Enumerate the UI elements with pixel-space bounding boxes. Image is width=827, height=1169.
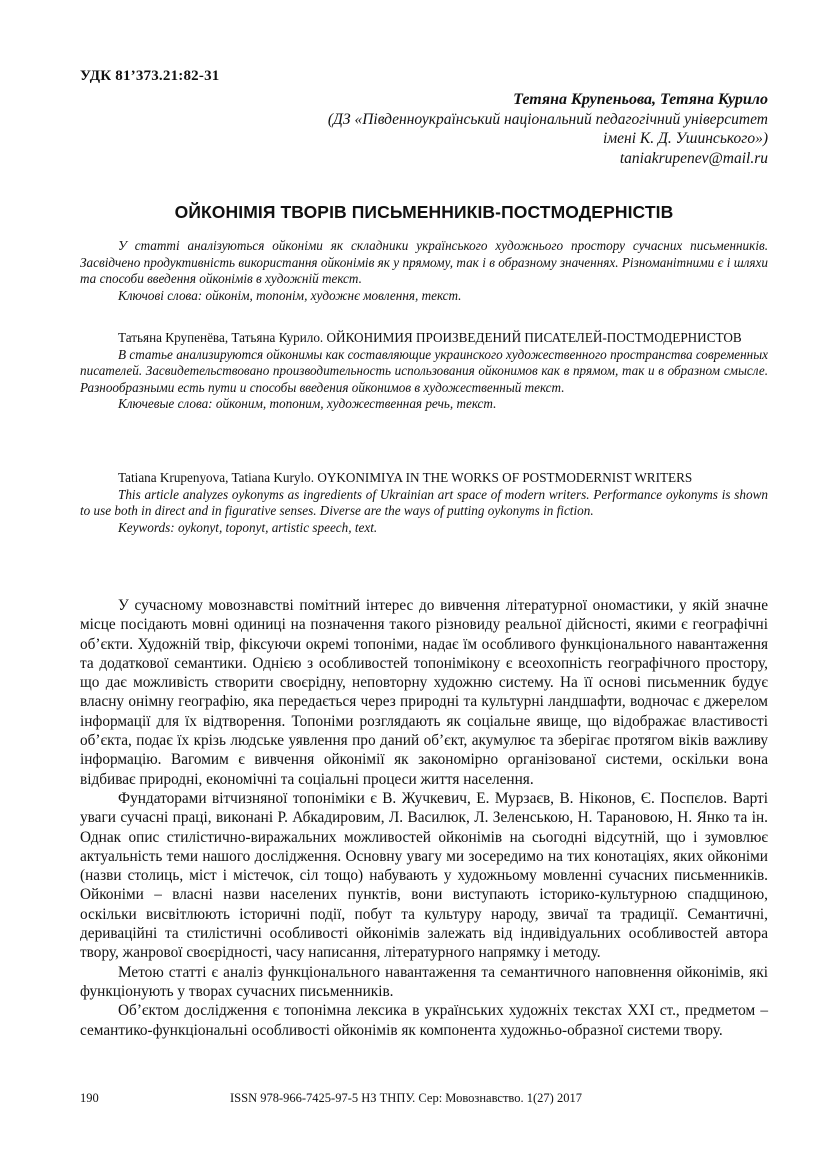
body-paragraph: Метою статті є аналіз функціонального навантаження та семантичного наповнення ойконімів, які функціонують у творах сучасних письменників. [80,963,768,1000]
abstract-en-heading: Tatiana Krupenyova, Tatiana Kurylo. OYKONIMIYA IN THE WORKS OF POSTMODERNIST WRITERS [118,470,693,485]
abstract-en-text: This article analyzes oykonyms as ingredients of Ukrainian art space of modern writers. Performance oykonyms is shown to use both in direct and in figurative senses. Diverse are the ways of putting oykonyms in fiction. [80,486,768,518]
body-paragraph: Об’єктом дослідження є топонімна лексика в українських художніх текстах XXI ст., предметом – семантико-функціональні особливості ойконімів як компонента художньо-образної системи твору. [80,1002,768,1039]
author-names: Тетяна Крупеньова, Тетяна Курило [513,91,768,108]
abstract-russian [80,330,768,413]
abstract-ru-text: В статье анализируются ойконимы как составляющие украинского художественного пространства современных писателей. Засвидетельствовано производительность использования ойконимов как в прямом, так и в образном смысле. Разнообразными есть пути и способы введения ойконимов в художественный текст. [80,346,768,395]
main-text [80,596,768,1040]
body-paragraph: У сучасному мовознавстві помітний інтерес до вивчення літературної ономастики, у якій значне місце посідають мовні одиниці на позначення такого різновиду реальної дійсності, якими є географічні об’єкти. Художній твір, фіксуючи окремі топоніми, надає їм особливого функціонального навантаження та додаткової семантики. Однією з особливостей топонімікону є всеохопність географічного простору, що дає можливість створити своєрідну, неповторну художню систему. На її основі письменник будує власну онімну географію, яка передається через природні та культурні ландшафти, водночас є джерелом інформації для їх відтворення. Топоніми розглядають як соціальне явище, що відображає властивості об’єкта, подає їх крізь людське уявлення про даний об’єкт, акумулює та зберігає протягом віків важливу інформацію. Вагомим є вивчення ойконімії як закономірно організованої системи, оскільки вона відбиває природні, економічні та соціальні процеси життя населення. [80,597,768,788]
page-number: 190 [80,1091,99,1105]
journal-issn: ISSN 978-966-7425-97-5 НЗ ТНПУ. Сер: Мовознавство. 1(27) 2017 [230,1091,582,1105]
author-email: taniakrupenev@mail.ru [619,149,768,167]
abstract-ukrainian [80,238,768,304]
affiliation-line-2: імені К. Д. Ушинського») [602,130,768,147]
author-block [328,90,768,168]
abstract-en-keywords: Keywords: oykonyt, toponyt, artistic speech, text. [118,519,378,535]
affiliation-line-1: (ДЗ «Південноукраїнський національний педагогічний університет [327,110,768,128]
abstract-uk-text: У статті аналізуються ойконіми як складники українського художнього простору сучасних письменників. Засвідчено продуктивність використання ойконімів як у прямому, так і в образному значеннях. Різноманітними є і шляхи та способи введення ойконімів в художній текст. [80,238,768,286]
article-title: ОЙКОНІМІЯ ТВОРІВ ПИСЬМЕННИКІВ-ПОСТМОДЕРНІСТІВ [174,202,674,222]
udk-code: УДК 81’373.21:82-31 [80,68,220,84]
body-paragraph: Фундаторами вітчизняної топоніміки є В. Жучкевич, Е. Мурзаєв, В. Ніконов, Є. Поспєлов. Варті уваги сучасні праці, виконані Р. Абкадировим, Л. Василюк, Л. Зеленською, Н. Тарановою, Н. Янко та ін. Однак опис стилістично-виражальних можливостей ойконімів на сьогодні відсутній, що і зумовлює актуальність теми нашого дослідження. Основну увагу ми зосередимо на тих конотаціях, яких ойконіми (назви столиць, міст і містечок, сіл тощо) набувають у художньому мовленні сучасних письменників. Ойконіми – власні назви населених пунктів, вони виступають історико-культурною спадщиною, оскільки висвітлюють історичні події, побут та культуру народу, звичаї та традиції. Семантичні, дериваційні та стилістичні особливості ойконімів залежать від індивідуальних особливостей автора твору, жанрової своєрідності, часу написання, літературного напрямку і методу. [80,789,768,962]
abstract-ru-heading: Татьяна Крупенёва, Татьяна Курило. ОЙКОНИМИЯ ПРОИЗВЕДЕНИЙ ПИСАТЕЛЕЙ-ПОСТМОДЕРНИСТОВ [118,330,742,345]
abstract-ru-keywords: Ключевые слова: ойконим, топоним, художественная речь, текст. [118,396,497,411]
abstract-uk-keywords: Ключові слова: ойконім, топонім, художнє мовлення, текст. [118,287,462,303]
abstract-english [80,470,768,536]
